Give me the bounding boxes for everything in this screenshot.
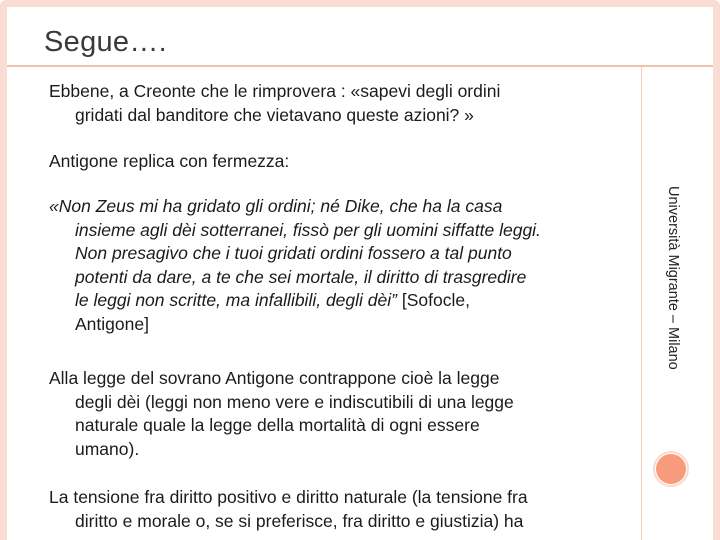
law-line1: Alla legge del sovrano Antigone contrappone cioè la legge bbox=[49, 368, 500, 388]
paragraph-law bbox=[49, 367, 619, 461]
quote-line1: «Non Zeus mi ha gridato gli ordini; né Dike, che ha la casa bbox=[49, 196, 503, 216]
quote-citation: [Sofocle, bbox=[396, 290, 470, 310]
paragraph-tension bbox=[49, 486, 639, 533]
side-label: Università Migrante – Milano bbox=[665, 186, 681, 370]
quote-line4: potenti da dare, a te che sei mortale, il diritto di trasgredire bbox=[75, 266, 527, 287]
slide-number-badge-fill bbox=[656, 454, 686, 484]
paragraph-creonte-line1: Ebbene, a Creonte che le rimprovera : «sapevi degli ordini bbox=[49, 81, 501, 101]
quote-line3: Non presagivo che i tuoi gridati ordini fossero a tal punto bbox=[75, 243, 512, 263]
law-line4: umano). bbox=[75, 438, 140, 459]
paragraph-creonte-line2: gridati dal banditore che vietavano queste azioni? » bbox=[75, 104, 474, 125]
tension-line1: La tensione fra diritto positivo e diritto naturale (la tensione fra bbox=[49, 487, 528, 507]
quote-line2: insieme agli dèi sotterranei, fissò per gli uomini siffatte leggi. bbox=[75, 219, 541, 240]
side-divider bbox=[641, 67, 642, 540]
quote-line5 bbox=[49, 289, 639, 313]
quote-line5-italic: le leggi non scritte, ma infallibili, degli dèi” bbox=[75, 290, 397, 310]
slide-title: Segue…. bbox=[44, 26, 168, 58]
law-line2: degli dèi (leggi non meno vere e indiscutibili di una legge bbox=[75, 391, 514, 412]
law-line3: naturale quale la legge della mortalità di ogni essere bbox=[75, 415, 480, 435]
tension-line2: diritto e morale o, se si preferisce, fra diritto e giustizia) ha bbox=[75, 510, 524, 531]
quote-line6: Antigone] bbox=[75, 313, 149, 334]
paragraph-quote bbox=[49, 195, 639, 336]
title-divider bbox=[7, 65, 713, 67]
paragraph-antigone-reply: Antigone replica con fermezza: bbox=[49, 151, 290, 171]
paragraph-creonte bbox=[49, 80, 609, 127]
